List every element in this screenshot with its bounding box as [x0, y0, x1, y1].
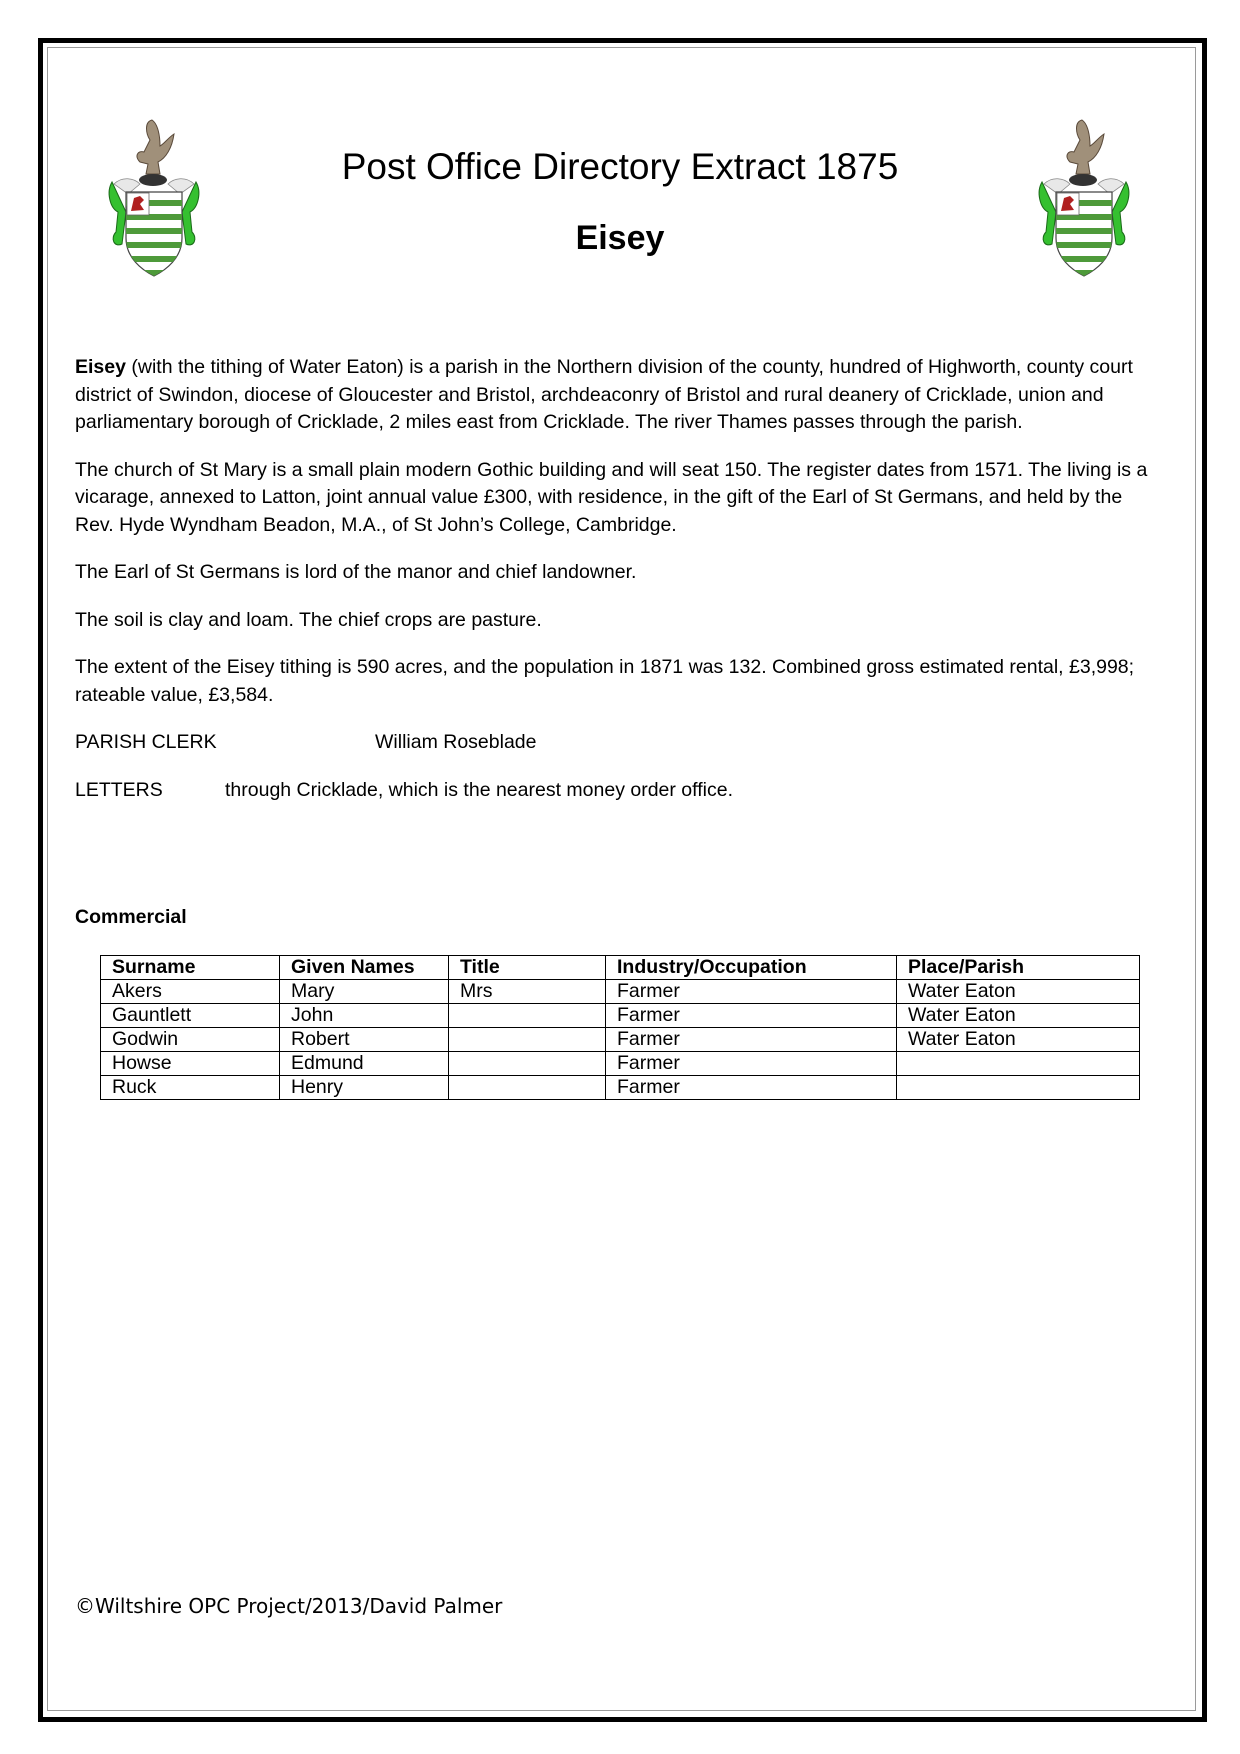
table-row [101, 1028, 1140, 1052]
cell-surname: Gauntlett [101, 1004, 280, 1028]
extent-paragraph: The extent of the Eisey tithing is 590 acres, and the population in 1871 was 132. Combined gross estimated rental, £3,998; rateable value, £3,584. [75, 656, 1135, 706]
column-header-title: Title [449, 956, 606, 980]
cell-given-names: John [280, 1004, 449, 1028]
page-title: Post Office Directory Extract 1875 [341, 146, 899, 187]
column-header-given-names: Given Names [280, 956, 449, 980]
parish-clerk-label: PARISH CLERK [75, 731, 217, 753]
cell-place: Water Eaton [897, 980, 1140, 1004]
column-header-occupation: Industry/Occupation [606, 956, 897, 980]
cell-title [449, 1004, 606, 1028]
intro-paragraph [75, 354, 1165, 437]
letters-value: through Cricklade, which is the nearest money order office. [225, 778, 733, 801]
soil-paragraph: The soil is clay and loam. The chief crops are pasture. [75, 608, 542, 631]
column-header-place: Place/Parish [897, 956, 1140, 980]
cell-occupation: Farmer [606, 980, 897, 1004]
cell-occupation: Farmer [606, 1052, 897, 1076]
table-row [101, 980, 1140, 1004]
cell-place: Water Eaton [897, 1004, 1140, 1028]
description-body [75, 354, 1165, 824]
cell-title [449, 1052, 606, 1076]
column-header-surname: Surname [101, 956, 280, 980]
cell-surname: Ruck [101, 1076, 280, 1100]
intro-text: (with the tithing of Water Eaton) is a parish in the Northern division of the county, hundred of Highworth, county court district of Swindon, diocese of Gloucester and Bristol, archdeaconry of Bristol and rural deanery of Cricklade, union and parliamentary borough of Cricklade, 2 miles east from Cricklade. The river Thames passes through the parish. [75, 356, 1133, 433]
parish-name-heading: Eisey [575, 219, 665, 257]
cell-given-names: Robert [280, 1028, 449, 1052]
church-paragraph: The church of St Mary is a small plain modern Gothic building and will seat 150. The register dates from 1571. The living is a vicarage, annexed to Latton, joint annual value £300, with residence, in the gift of the Earl of St Germans, and held by the Rev. Hyde Wyndham Beadon, M.A., of St John’s College, Cambridge. [75, 458, 1148, 536]
table-row [101, 1052, 1140, 1076]
commercial-heading: Commercial [75, 906, 187, 928]
cell-given-names: Edmund [280, 1052, 449, 1076]
letters-label: LETTERS [75, 778, 163, 801]
table-header-row [101, 956, 1140, 980]
cell-occupation: Farmer [606, 1004, 897, 1028]
page-inner-border [47, 47, 1196, 1711]
cell-place: Water Eaton [897, 1028, 1140, 1052]
cell-occupation: Farmer [606, 1076, 897, 1100]
table-row [101, 1004, 1140, 1028]
cell-given-names: Henry [280, 1076, 449, 1100]
manor-paragraph: The Earl of St Germans is lord of the manor and chief landowner. [75, 561, 637, 583]
cell-title: Mrs [449, 980, 606, 1004]
table-row [101, 1076, 1140, 1100]
parish-name-bold: Eisey [75, 356, 126, 378]
copyright-footer: ©Wiltshire OPC Project/2013/David Palmer [75, 1594, 503, 1618]
cell-surname: Godwin [101, 1028, 280, 1052]
commercial-table [100, 955, 1140, 1100]
cell-surname: Howse [101, 1052, 280, 1076]
cell-place [897, 1052, 1140, 1076]
letters-row [75, 777, 1165, 805]
parish-clerk-value: William Roseblade [375, 731, 537, 753]
cell-given-names: Mary [280, 980, 449, 1004]
cell-occupation: Farmer [606, 1028, 897, 1052]
cell-place [897, 1076, 1140, 1100]
cell-surname: Akers [101, 980, 280, 1004]
parish-clerk-row [75, 729, 1165, 757]
cell-title [449, 1076, 606, 1100]
cell-title [449, 1028, 606, 1052]
